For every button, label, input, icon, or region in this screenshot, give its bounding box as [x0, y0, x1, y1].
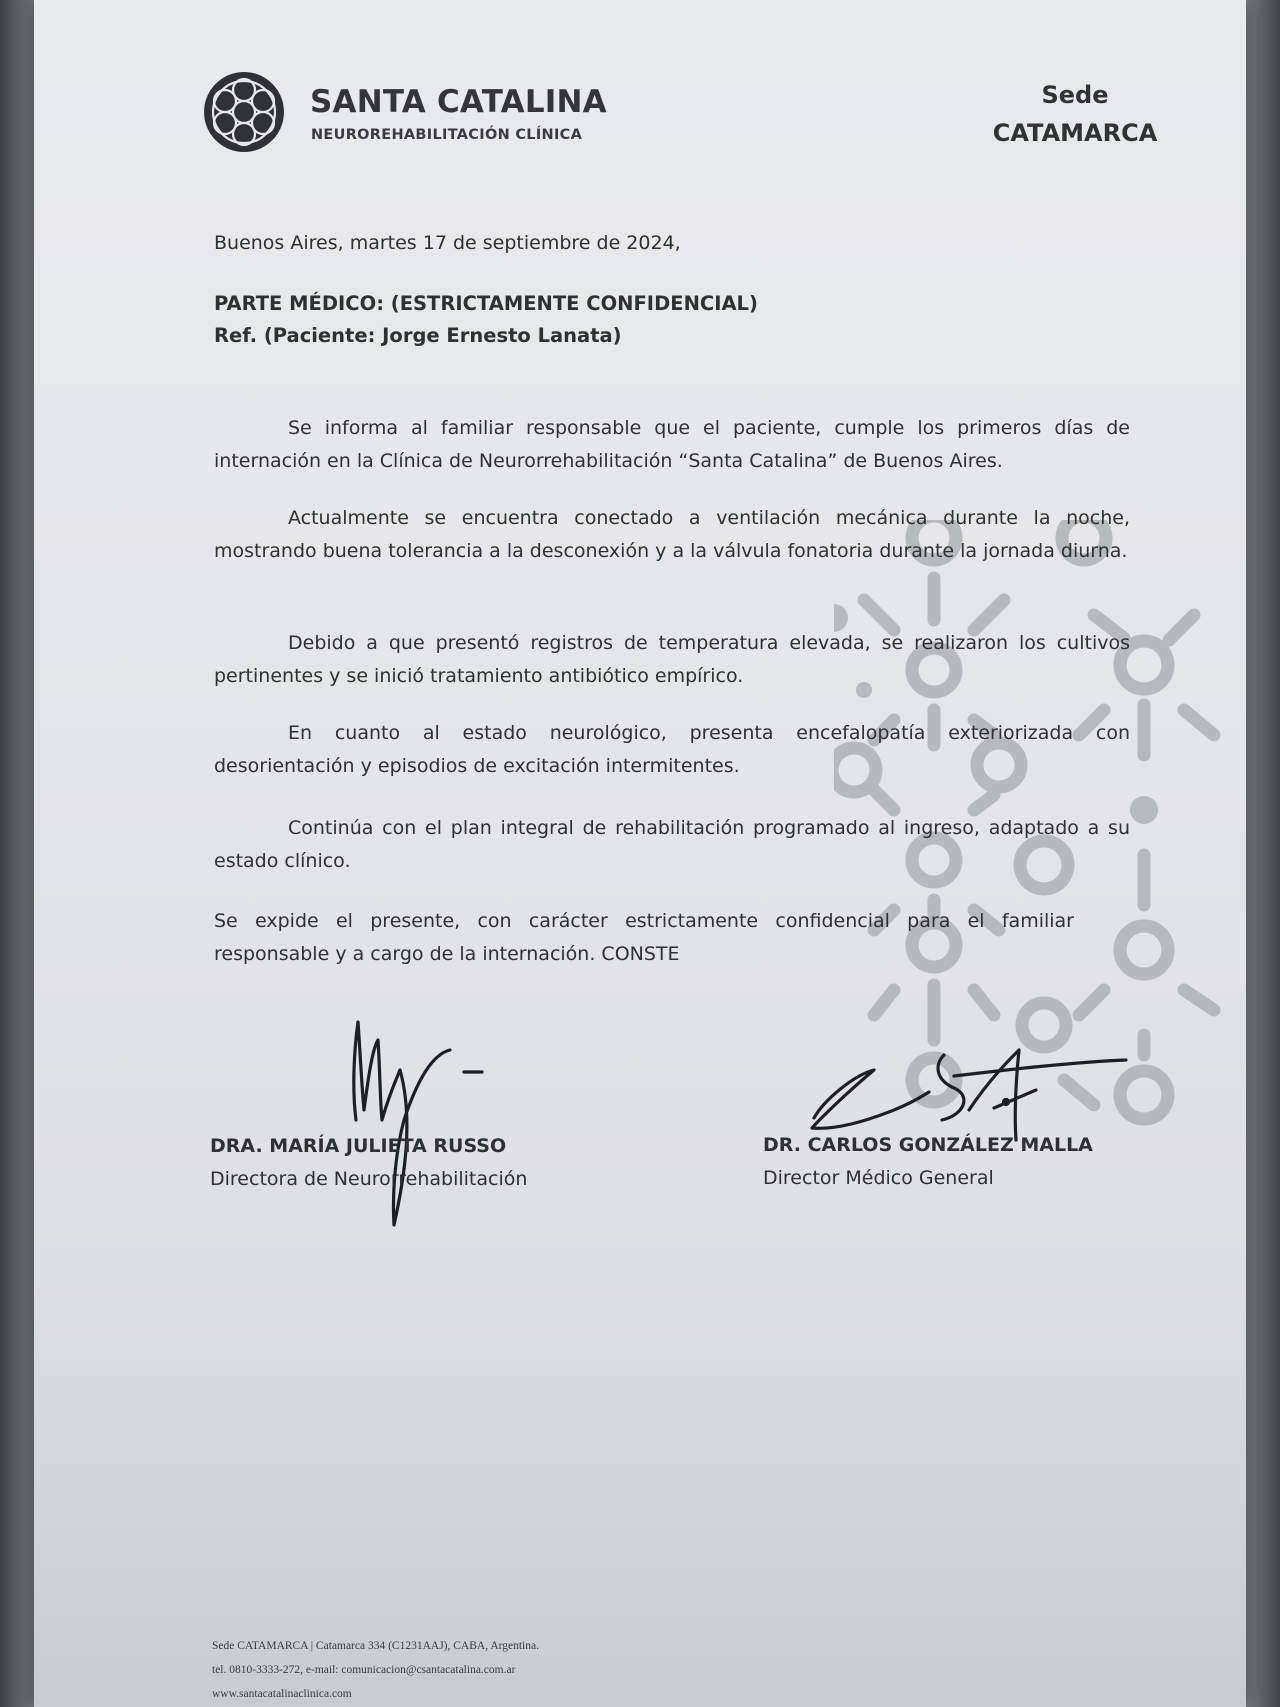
brand-name: SANTA CATALINA: [310, 84, 607, 120]
paragraph-6: Se expide el presente, con carácter estrictamente confidencial para el familiar responsable y a cargo de la internación. CONSTE: [214, 910, 1074, 965]
paragraph-1: Se informa al familiar responsable que el paciente, cumple los primeros días de internación en la Clínica de Neurorrehabilitación “Santa Catalina” de Buenos Aires.: [214, 417, 1130, 472]
signatory-2-role: Director Médico General: [763, 1167, 994, 1189]
sede-line-2: CATAMARCA: [992, 119, 1158, 147]
letter-title: PARTE MÉDICO: (ESTRICTAMENTE CONFIDENCIAL): [214, 292, 758, 315]
background-right-edge: [1246, 0, 1280, 1707]
footer-address: Sede CATAMARCA | Catamarca 334 (C1231AAJ), CABA, Argentina.: [212, 1640, 539, 1652]
sede-line-1: Sede: [1041, 81, 1109, 109]
letter-date: Buenos Aires, martes 17 de septiembre de 2024,: [214, 232, 681, 254]
background-left-edge: [0, 0, 34, 1707]
sede-label: [990, 76, 1160, 152]
signatory-1-name: DRA. MARÍA JULIETA RUSSO: [210, 1135, 507, 1157]
paragraph-4: En cuanto al estado neurológico, presenta encefalopatía exteriorizada con desorientación y episodios de excitación intermitentes.: [214, 722, 1130, 777]
signature-russo: [334, 1010, 534, 1240]
footer-website: www.santacatalinaclinica.com: [212, 1688, 352, 1700]
paragraph-5: Continúa con el plan integral de rehabilitación programado al ingreso, adaptado a su estado clínico.: [214, 817, 1130, 872]
dotted-circle-logo-icon: [202, 70, 286, 154]
letter-reference: Ref. (Paciente: Jorge Ernesto Lanata): [214, 324, 622, 347]
signatory-2-name: DR. CARLOS GONZÁLEZ MALLA: [763, 1134, 1093, 1156]
paragraph-3: Debido a que presentó registros de temperatura elevada, se realizaron los cultivos pertinentes y se inició tratamiento antibiótico empírico.: [214, 632, 1130, 687]
footer-contact: tel. 0810-3333-272, e-mail: comunicacion@csantacatalina.com.ar: [212, 1664, 516, 1676]
signatory-1-role: Directora de Neurorrehabilitación: [210, 1168, 528, 1190]
brand-subtitle: NEUROREHABILITACIÓN CLÍNICA: [311, 127, 583, 143]
letter-page: [34, 0, 1246, 1707]
paragraph-2: Actualmente se encuentra conectado a ventilación mecánica durante la noche, mostrando buena tolerancia a la desconexión y a la válvula fonatoria durante la jornada diurna.: [214, 507, 1130, 562]
